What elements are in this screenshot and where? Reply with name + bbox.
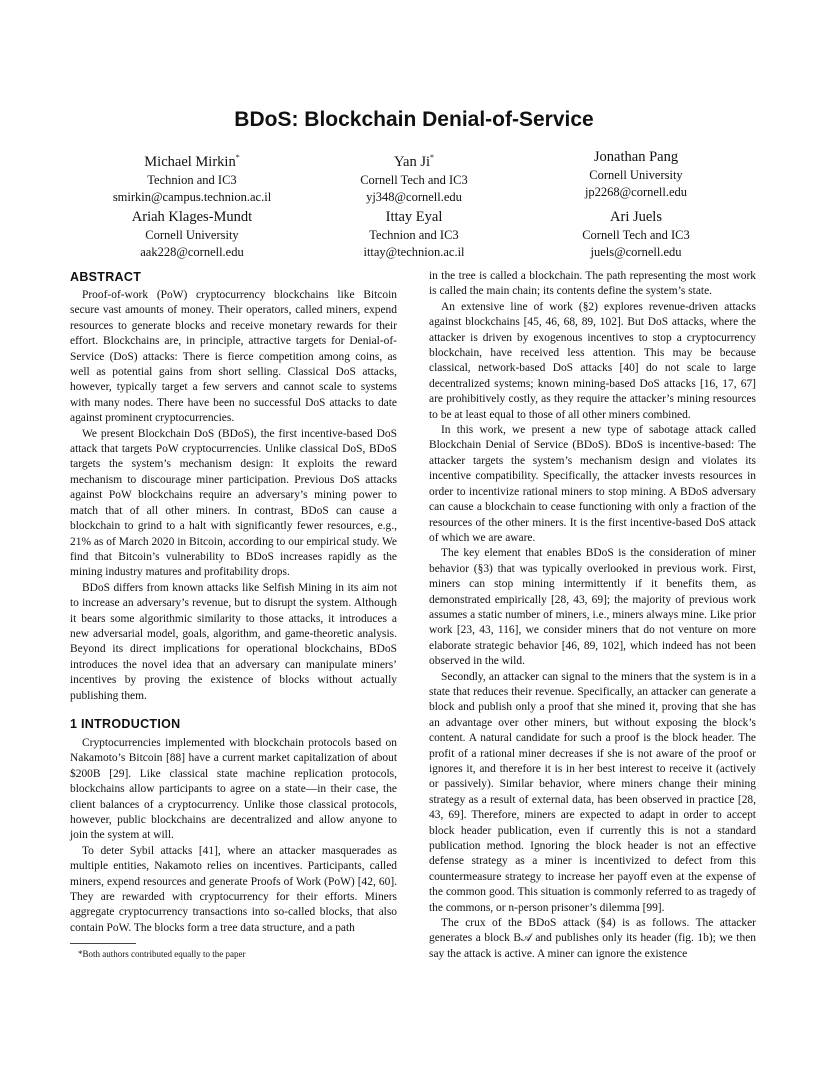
author-affiliation: Cornell Tech and IC3 <box>582 228 690 242</box>
author-affiliation: Technion and IC3 <box>369 228 459 242</box>
author-email: aak228@cornell.edu <box>140 245 244 259</box>
author-block <box>62 208 322 261</box>
author-block <box>284 208 544 261</box>
author-block <box>506 208 766 261</box>
author-name: Ariah Klages-Mundt <box>131 209 253 225</box>
body-paragraph: The key element that enables BDoS is the consideration of miner behavior (§3) that was typically overlooked in previous work. First, miners can stop mining intermittently if it benefits them, as demonstrated empirically [28, 43, 69]; the majority of previous work assumes a static number of miners, i.e., miners always mine. Like prior work [23, 43, 116], we consider miners that do not venture on more elaborate strategic behavior [46, 89, 102], which indeed has not been observed in the wild. <box>429 547 756 668</box>
abstract-paragraph: Proof-of-work (PoW) cryptocurrency blockchains like Bitcoin secure vast amounts of money. Their operators, called miners, expend resources to generate blocks and receive monetary rewards for their effort. Blockchains are, in principle, attractive targets for Denial-of-Service (DoS) attacks: There is fierce competition among coins, as well as potential gains from short selling. Classical DoS attacks, however, typically target a few servers and cannot scale to systems with many nodes. There have been no successful DoS attacks to date against prominent cryptocurrencies. <box>70 289 397 425</box>
author-email: smirkin@campus.technion.ac.il <box>112 189 272 204</box>
footnote: *Both authors contributed equally to the paper <box>78 949 246 959</box>
author-name: Michael Mirkin <box>144 153 236 170</box>
author-email: juels@cornell.edu <box>590 245 682 259</box>
body-paragraph: in the tree is called a blockchain. The path representing the most work is called the main chain; its contents define the system’s state. <box>429 270 756 298</box>
author-block <box>284 148 544 206</box>
author-block <box>506 148 766 201</box>
body-paragraph: An extensive line of work (§2) explores revenue-driven attacks against blockchains [45, 46, 68, 89, 102]. But DoS attacks, where the attacker is driven by exogenous incentives to stop a cryptocurrency blockchain, have received less attention. This may be because classical, network-based DoS attacks [40] do not scale to large decentralized systems; known mining-based DoS attacks [16, 17, 67] are prohibitively costly, as they require the attacker’s mining resources to be at least equal to those of all other miners combined. <box>429 300 756 421</box>
author-name: Yan Ji <box>393 153 430 170</box>
abstract-paragraph: We present Blockchain DoS (BDoS), the first incentive-based DoS attack that targets PoW cryptocurrencies. Unlike classical DoS, BDoS targets the system’s mechanism design: It exploits the reward mechanism to discourage miner participation. Previous DoS attacks against PoW blockchains require an adversary’s mining power to match that of all other miners. In contrast, BDoS can cause a blockchain to grind to a halt with significantly fewer resources, e.g., 21% as of March 2020 in Bitcoin, according to our empirical study. We find that Bitcoin’s vulnerability to BDoS increases rapidly as the mining industry matures and profitability drops. <box>70 427 397 579</box>
left-column <box>70 269 397 936</box>
author-affiliation: Cornell University <box>589 168 683 182</box>
equal-contribution-mark: * <box>235 153 240 162</box>
footnote-rule <box>70 943 136 944</box>
body-paragraph: In this work, we present a new type of sabotage attack called Blockchain Denial of Service (BDoS). BDoS is incentive-based: The attacker targets the system’s mechanism design and violates its incentive compatibility. Specifically, the attacker invests resources in order to incentivize rational miners to stop mining. A BDoS adversary can cause a blockchain to cease functioning with only a fraction of the resources of the other miners. It is the first incentive-based DoS attack of which we are aware. <box>429 424 756 544</box>
abstract-heading: ABSTRACT <box>70 270 142 284</box>
author-affiliation: Cornell University <box>145 228 239 242</box>
body-paragraph: The crux of the BDoS attack (§4) is as follows. The attacker generates a block B𝒜 and publishes only its header (fig. 1b); we then say the attack is active. A miner can ignore the existence <box>429 917 756 960</box>
right-column <box>429 269 756 962</box>
author-name: Ari Juels <box>610 209 662 225</box>
introduction-heading: 1 INTRODUCTION <box>70 716 181 731</box>
author-email: yj348@cornell.edu <box>366 189 462 204</box>
body-paragraph: Secondly, an attacker can signal to the miners that the system is in a state that reduces their revenue. Specifically, an attacker can generate a block and publish only a proof that she mined it, proving that she has an advantage over other miners, but without exposing the block’s content. A natural candidate for such a proof is the block header. The profit of a rational miner decreases if she is not aware of the proof or ignores it, and therefore it is in her best interest to receive it (actively or passively). Similar behavior, where miners change their mining strategy as a result of external data, has been observed in practice [28, 43, 69]. Therefore, miners are expected to adapt in order to accept block header publication, even if currently this is not a standard publication method. Ignoring the block header is not an effective defense strategy as a miner is incentivized to defect from this countermeasure strategy to increase her payoff even at the expense of the common good. This situation is commonly referred to as tragedy of the commons, or n-person prisoner’s dilemma [99]. <box>429 670 756 914</box>
author-affiliation: Technion and IC3 <box>147 172 237 187</box>
author-name: Jonathan Pang <box>593 149 679 165</box>
body-paragraph: To deter Sybil attacks [41], where an attacker masquerades as multiple entities, Nakamoto relies on incentives. Participants, called miners, expend resources and generate Proofs of Work (PoW) [42, 60]. They are rewarded with cryptocurrency for their efforts. Miners aggregate cryptocurrency transactions into so-called blocks, that also contain PoW. The blocks form a tree data structure, and a path <box>70 844 397 934</box>
author-email: jp2268@cornell.edu <box>584 185 688 199</box>
author-block <box>62 148 322 206</box>
author-affiliation: Cornell Tech and IC3 <box>360 172 468 187</box>
author-email: ittay@technion.ac.il <box>363 245 465 259</box>
equal-contribution-mark: * <box>430 153 434 162</box>
abstract-paragraph: BDoS differs from known attacks like Selfish Mining in its aim not to increase an adversary’s revenue, but to disrupt the system. Although it bears some algorithmic similarity to those attacks, it introduces a new adversarial model, goals, algorithm, and game-theoretic analysis. Beyond its direct implications for operational blockchains, BDoS introduces the novel idea that an adversary can manipulate miners’ incentives by proving the existence of blocks without actually publishing them. <box>70 581 397 702</box>
body-paragraph: Cryptocurrencies implemented with blockchain protocols based on Nakamoto’s Bitcoin [88] have a current market capitalization of about $200B [29]. Like classical state machine replication protocols, blockchains allow participants to agree on a state—in their case, the client balances of a cryptocurrency. Unlike those classical protocols, however, public blockchains are decentralized and allow anyone to join the system at will. <box>70 736 397 842</box>
paper-title: BDoS: Blockchain Denial-of-Service <box>234 108 594 131</box>
author-name: Ittay Eyal <box>385 209 443 225</box>
